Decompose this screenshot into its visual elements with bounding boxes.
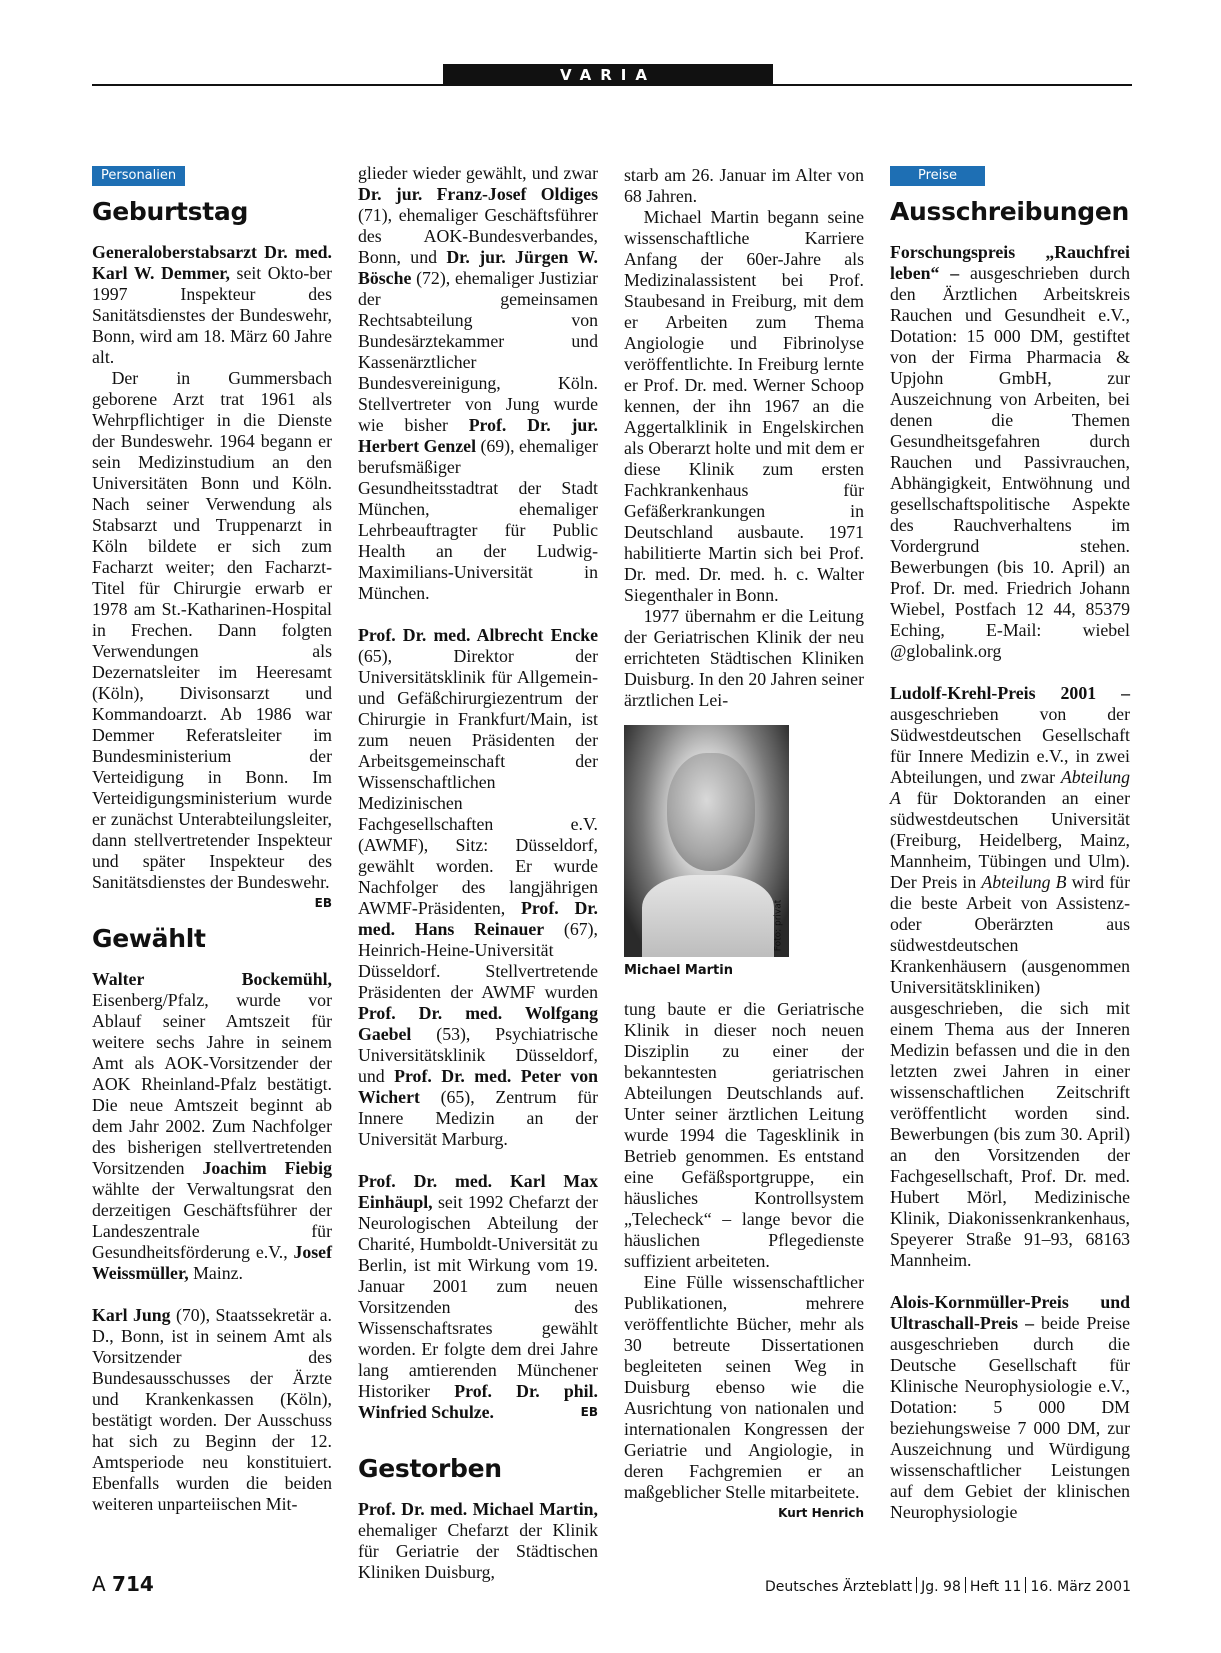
category-tag-preise: Preise — [890, 166, 985, 186]
paragraph: Forschungspreis „Rauchfrei leben“ – ausgeschrieben durch den Ärztlichen Arbeitskreis Rauchen und Gesundheit e.V., Dotation: 15 000 DM, gestiftet von der Firma Pharmacia & Upjohn GmbH, zur Auszeichnung von Arbeiten, bei denen die Themen Gesundheitsgefahren durch Rauchen und Passivrauchen, Abhängigkeit, Entwöhnung und gesellschaftspolitische Aspekte des Rauchverhaltens im Vordergrund stehen. Bewerbungen (bis 10. April) an Prof. Dr. med. Friedrich Johann Wiebel, Postfach 12 44, 85379 Eching, E-Mail: wiebel @globalink.org — [890, 242, 1130, 661]
footer-separator — [1025, 1577, 1026, 1593]
journal-date: 16. März 2001 — [1030, 1579, 1131, 1595]
footer-separator — [965, 1577, 966, 1593]
paragraph: Prof. Dr. med. Albrecht Encke (65), Direktor der Universitätsklinik für Allgemein- und Gefäßchirurgiezentrum der Chirurgie in Frankfurt/Main, ist zum neuen Präsidenten der Arbeitsgemeinschaft der Wissenschaftlichen Medizinischen Fachgesellschaften e.V. (AWMF), Sitz: Düsseldorf, gewählt worden. Er wurde Nachfolger des langjährigen AWMF-Präsidenten, Prof. Dr. med. Hans Reinauer (67), Heinrich-Heine-Universität Düsseldorf. Stellvertretende Präsidenten der AWMF wurden Prof. Dr. med. Wolfgang Gaebel (53), Psychiatrische Universitätsklinik Düsseldorf, und Prof. Dr. med. Peter von Wichert (65), Zentrum für Innere Medizin an der Universität Marburg. — [358, 625, 599, 1149]
portrait-face — [667, 753, 755, 871]
paragraph: Eine Fülle wissenschaftlicher Publikationen, mehrere veröffentlichte Bücher, mehr als 30 betreute Dissertationen begleiteten seinen Weg in Duisburg ebenso wie die Ausrichtung von nationalen und internationalen Kongressen der Geriatrie und Angiologie, in deren Fachgremien er an maßgeblicher Stelle mitarbeitete. Kurt Henrich — [624, 1272, 864, 1503]
footer-separator — [916, 1577, 917, 1593]
paragraph: Michael Martin begann seine wissenschaftliche Karriere Anfang der 60er-Jahre als Medizinalassistent bei Prof. Staubesand in Freiburg, mit dem er Arbeiten zum Thema Angiologie und Fibrinolyse veröffentlichte. In Freiburg lernte er Prof. Dr. med. Werner Schoop kennen, der ihn 1967 an die Aggertalklinik in Engelskirchen als Oberarzt holte und mit dem er diese Klinik zum ersten Fachkrankenhaus für Gefäßerkrankungen in Deutschland ausbaute. 1971 habilitierte Martin sich bei Prof. Dr. med. Dr. med. h. c. Walter Siegenthaler in Bonn. — [624, 207, 864, 605]
paragraph: Der in Gummersbach geborene Arzt trat 1961 als Wehrpflichtiger in die Dienste der Bundeswehr. 1964 begann er sein Medizinstudium an den Universitäten Bonn und Köln. Nach seiner Verwendung als Stabsarzt und Truppenarzt in Köln bildete er sich zum Facharzt weiter; den Facharzt-Titel für Chirurgie erwarb er 1978 am St.-Katharinen-Hospital in Frechen. Dann folgten Verwendungen als Dezernatsleiter im Heeresamt (Köln), Divisonsarzt und Kommandoarzt. Ab 1986 war Demmer Referatsleiter im Bundesministerium der Verteidigung in Bonn. Im Verteidigungsministerium wurde er zunächst Unterabteilungsleiter, dann stellvertretender Inspekteur und später Inspekteur des Sanitätsdienstes der Bundeswehr. EB — [92, 368, 332, 893]
page-number: A 714 — [92, 1572, 154, 1596]
heading-gestorben: Gestorben — [358, 1454, 502, 1483]
category-tag-personalien: Personalien — [92, 166, 185, 186]
paragraph: Ludolf-Krehl-Preis 2001 – ausgeschrieben von der Südwestdeutschen Gesellschaft für Innere Medizin e.V., in zwei Abteilungen, und zwar Abteilung A für Doktoranden an einer südwestdeutschen Universität (Freiburg, Heidelberg, Mainz, Mannheim, Tübingen und Ulm). Der Preis in Abteilung B wird für die beste Arbeit von Assistenz- oder Oberärzten aus südwestdeutschen Krankenhäusern (ausgenommen Universitätskliniken) ausgeschrieben, die sich mit einem Thema aus der Inneren Medizin befassen und die in den letzten zwei Jahren in einer wissenschaftlichen Zeitschrift veröffentlicht worden sind. Bewerbungen (bis zum 30. April) an den Vorsitzenden der Fachgesellschaft, Prof. Dr. med. Hubert Mörl, Medizinische Klinik, Diakonissenkrankenhaus, Speyerer Straße 91–93, 68163 Mannheim. — [890, 683, 1130, 1270]
photo-caption: Michael Martin — [624, 963, 733, 978]
person-name: Generaloberstabsarzt Dr. med. Karl W. Demmer, — [92, 242, 332, 283]
heading-gewaehlt: Gewählt — [92, 924, 206, 953]
paragraph: Generaloberstabsarzt Dr. med. Karl W. Demmer, seit Okto-ber 1997 Inspekteur des Sanitätsdienstes der Bundeswehr, Bonn, wird am 18. März 60 Jahre alt. — [92, 242, 332, 367]
column-3 — [624, 165, 864, 1524]
footer-publication — [765, 1577, 1131, 1595]
paragraph: 1977 übernahm er die Leitung der Geriatrischen Klinik der neu errichteten Städtischen Kliniken Duisburg. In den 20 Jahren seiner ärztlichen Lei- — [624, 606, 864, 710]
paragraph: glieder wieder gewählt, und zwar Dr. jur. Franz-Josef Oldiges (71), ehemaliger Geschäftsführer des AOK-Bundesverbandes, Bonn, und Dr. jur. Jürgen W. Bösche (72), ehemaliger Justiziar der gemeinsamen Rechtsabteilung von Bundesärztekammer und Kassenärztlicher Bundesvereinigung, Köln. Stellvertreter von Jung wurde wie bisher Prof. Dr. jur. Herbert Genzel (69), ehemaliger berufsmäßiger Gesundheitsstadtrat der Stadt München, ehemaliger Lehrbeauftragter für Public Health an der Ludwig-Maximilians-Universität in München. — [358, 163, 599, 603]
author-initials: EB — [314, 896, 332, 910]
paragraph: starb am 26. Januar im Alter von 68 Jahren. — [624, 165, 864, 206]
journal-name: Deutsches Ärzteblatt — [765, 1579, 913, 1595]
heading-geburtstag: Geburtstag — [92, 197, 249, 226]
column-4 — [890, 163, 1130, 1523]
paragraph: Prof. Dr. med. Karl Max Einhäupl, seit 1992 Chefarzt der Neurologischen Abteilung der Charité, Humboldt-Universität zu Berlin, ist mit Wirkung vom 19. Januar 2001 zum neuen Vorsitzenden des Wissenschaftsrates gewählt worden. Er folgte dem drei Jahre lang amtierenden Münchener Historiker Prof. Dr. phil. Winfried Schulze. EB — [358, 1171, 599, 1422]
paragraph: Walter Bockemühl, Eisenberg/Pfalz, wurde vor Ablauf seiner Amtszeit für weitere sechs Jahre in seinem Amt als AOK-Vorsitzender der AOK Rheinland-Pfalz bestätigt. Die neue Amtszeit beginnt ab dem Jahr 2002. Zum Nachfolger des bisherigen stellvertretenden Vorsitzenden Joachim Fiebig wählte der Verwaltungsrat den derzeitigen Geschäftsführer der Landeszentrale für Gesundheitsförderung e.V., Josef Weissmüller, Mainz. — [92, 969, 332, 1283]
heading-ausschreibungen: Ausschreibungen — [890, 197, 1130, 226]
portrait-photo — [624, 725, 789, 957]
paragraph: Prof. Dr. med. Michael Martin, ehemaliger Chefarzt der Klinik für Geriatrie der Städtischen Kliniken Duisburg, — [358, 1499, 598, 1582]
column-1 — [92, 163, 332, 1515]
paragraph: Alois-Kornmüller-Preis und Ultraschall-Preis – beide Preise ausgeschrieben durch die Deutsche Gesellschaft für Klinische Neurophysiologie e.V., Dotation: 5 000 DM beziehungsweise 7 000 DM, zur Auszeichnung und Würdigung wissenschaftlicher Leistungen auf dem Gebiet der klinischen Neurophysiologie — [890, 1292, 1130, 1522]
section-header: VARIA — [443, 64, 773, 86]
photo-credit: Foto: privat — [773, 899, 784, 952]
author-name: Kurt Henrich — [778, 1506, 864, 1520]
paragraph: Karl Jung (70), Staatssekretär a. D., Bonn, ist in seinem Amt als Vorsitzender des Bundesausschusses der Ärzte und Krankenkassen (Köln), bestätigt worden. Der Ausschuss hat sich zu Beginn der 12. Amtsperiode neu konstituiert. Ebenfalls wurden die beiden weiteren unparteiischen Mit- — [92, 1305, 332, 1514]
portrait-shirt — [642, 875, 774, 957]
paragraph: tung baute er die Geriatrische Klinik in dieser noch neuen Disziplin zu einer der bekanntesten geriatrischen Abteilungen Deutschlands auf. Unter seiner ärztlichen Leitung wurde 1994 die Tagesklinik in Betrieb genommen. Es entstand eine Gefäßsportgruppe, ein häusliches Kontrollsystem „Telecheck“ – lange bevor die häuslichen Pflegedienste suffizient arbeiteten. — [624, 999, 864, 1271]
column-2 — [358, 163, 598, 1583]
journal-issue: Heft 11 — [969, 1579, 1022, 1595]
author-initials: EB — [580, 1405, 598, 1419]
journal-volume: Jg. 98 — [921, 1579, 961, 1595]
